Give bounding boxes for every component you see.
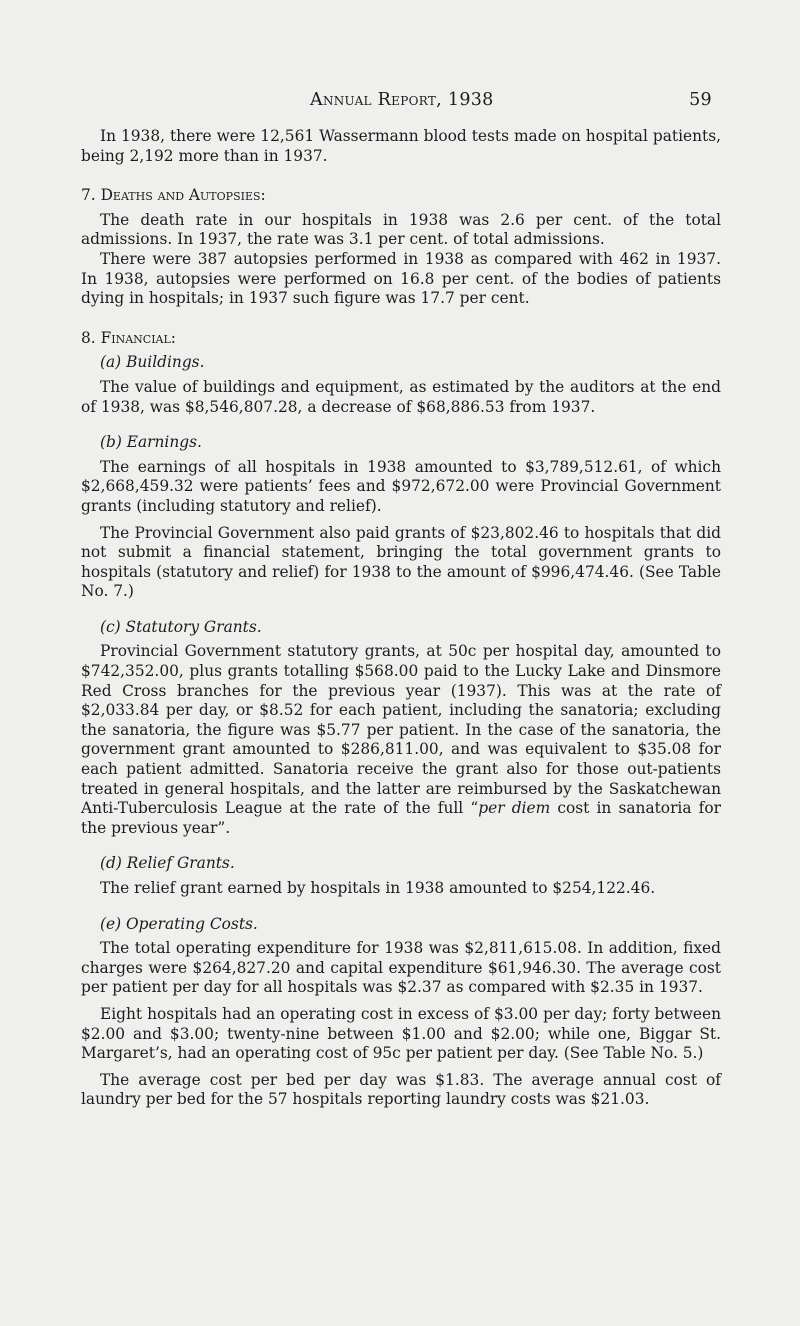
page-body xyxy=(81,127,721,1110)
statutory-text: Provincial Government statutory grants, at 50c per hospital day, amounted to $742,352.00, plus grants totalling $568.00 paid to the Lucky Lake and Dinsmore Red Cross branches for the previous year (1937). This was at the rate of $2,033.84 per day, or $8.52 for each patient, including the sanatoria; excluding the sanatoria, the figure was $5.77 per patient. In the case of the sanatoria, the government grant amounted to $286,811.00, and was equivalent to $35.08 for each patient admitted. Sanatoria receive the grant also for those out-patients treated in general hospitals, and the latter are reimbursed by the Saskatchewan Anti-Tuberculosis League at the rate of the full “ xyxy=(81,642,721,818)
subheading-statutory-grants: (c) Statutory Grants. xyxy=(100,617,262,636)
paragraph-wassermann: In 1938, there were 12,561 Wassermann blood tests made on hospital patients, being 2,192 more than in 1937. xyxy=(81,127,721,165)
paragraph-buildings: The value of buildings and equipment, as estimated by the auditors at the end of 1938, was $8,546,807.28, a decrease of $68,886.53 from 1937. xyxy=(81,377,721,416)
header-title: Annual Report, 1938 xyxy=(310,90,494,110)
paragraph-earnings: The earnings of all hospitals in 1938 amounted to $3,789,512.61, of which $2,668,459.32 were patients’ fees and $972,672.00 were Provincial Government grants (including statutory and relief). xyxy=(81,457,721,515)
paragraph-death-rate: The death rate in our hospitals in 1938 was 2.6 per cent. of the total admissions. In 1937, the rate was 3.1 per cent. of total admissions. xyxy=(81,210,721,249)
subheading-buildings: (a) Buildings. xyxy=(100,353,205,372)
paragraph-bed-costs: The average cost per bed per day was $1.83. The average annual cost of laundry per bed for the 57 hospitals reporting laundry costs was $21.03. xyxy=(81,1070,721,1109)
paragraph-operating-cost-ranges: Eight hospitals had an operating cost in excess of $3.00 per day; forty between $2.00 and $3.00; twenty-nine between $1.00 and $2.00; while one, Biggar St. Margaret’s, had an operating cost of 95c per patient per day. (See Table No. 5.) xyxy=(81,1004,721,1063)
subheading-operating-costs: (e) Operating Costs. xyxy=(100,914,258,933)
statutory-text-end: cost in sanatoria for the previous year”. xyxy=(81,799,721,837)
paragraph-autopsies: There were 387 autopsies performed in 1938 as compared with 462 in 1937. In 1938, autopsies were performed on 16.8 per cent. of the bodies of patients dying in hospitals; in 1937 such figure was 17.7 per cent. xyxy=(81,249,721,308)
subheading-earnings: (b) Earnings. xyxy=(100,433,202,452)
paragraph-operating-expenditure: The total operating expenditure for 1938 was $2,811,615.08. In addition, fixed charges were $264,827.20 and capital expenditure $61,946.30. The average cost per patient per day for all hospitals was $2.37 as compared with $2.35 in 1937. xyxy=(81,939,721,997)
subheading-relief-grants: (d) Relief Grants. xyxy=(100,854,235,873)
per-diem-italic: per diem xyxy=(478,799,551,818)
section-heading-financial: 8. Financial: xyxy=(81,328,176,347)
paragraph-government-grants: The Provincial Government also paid grants of $23,802.46 to hospitals that did not submit a financial statement, bringing the total government grants to hospitals (statutory and relief) for 1938 to the amount of $996,474.46. (See Table No. 7.) xyxy=(81,523,721,601)
section-heading-deaths: 7. Deaths and Autopsies: xyxy=(81,186,266,205)
paragraph-relief-grants: The relief grant earned by hospitals in 1938 amounted to $254,122.46. xyxy=(100,879,656,897)
paragraph-statutory-grants xyxy=(81,642,721,838)
page-number: 59 xyxy=(689,90,712,110)
